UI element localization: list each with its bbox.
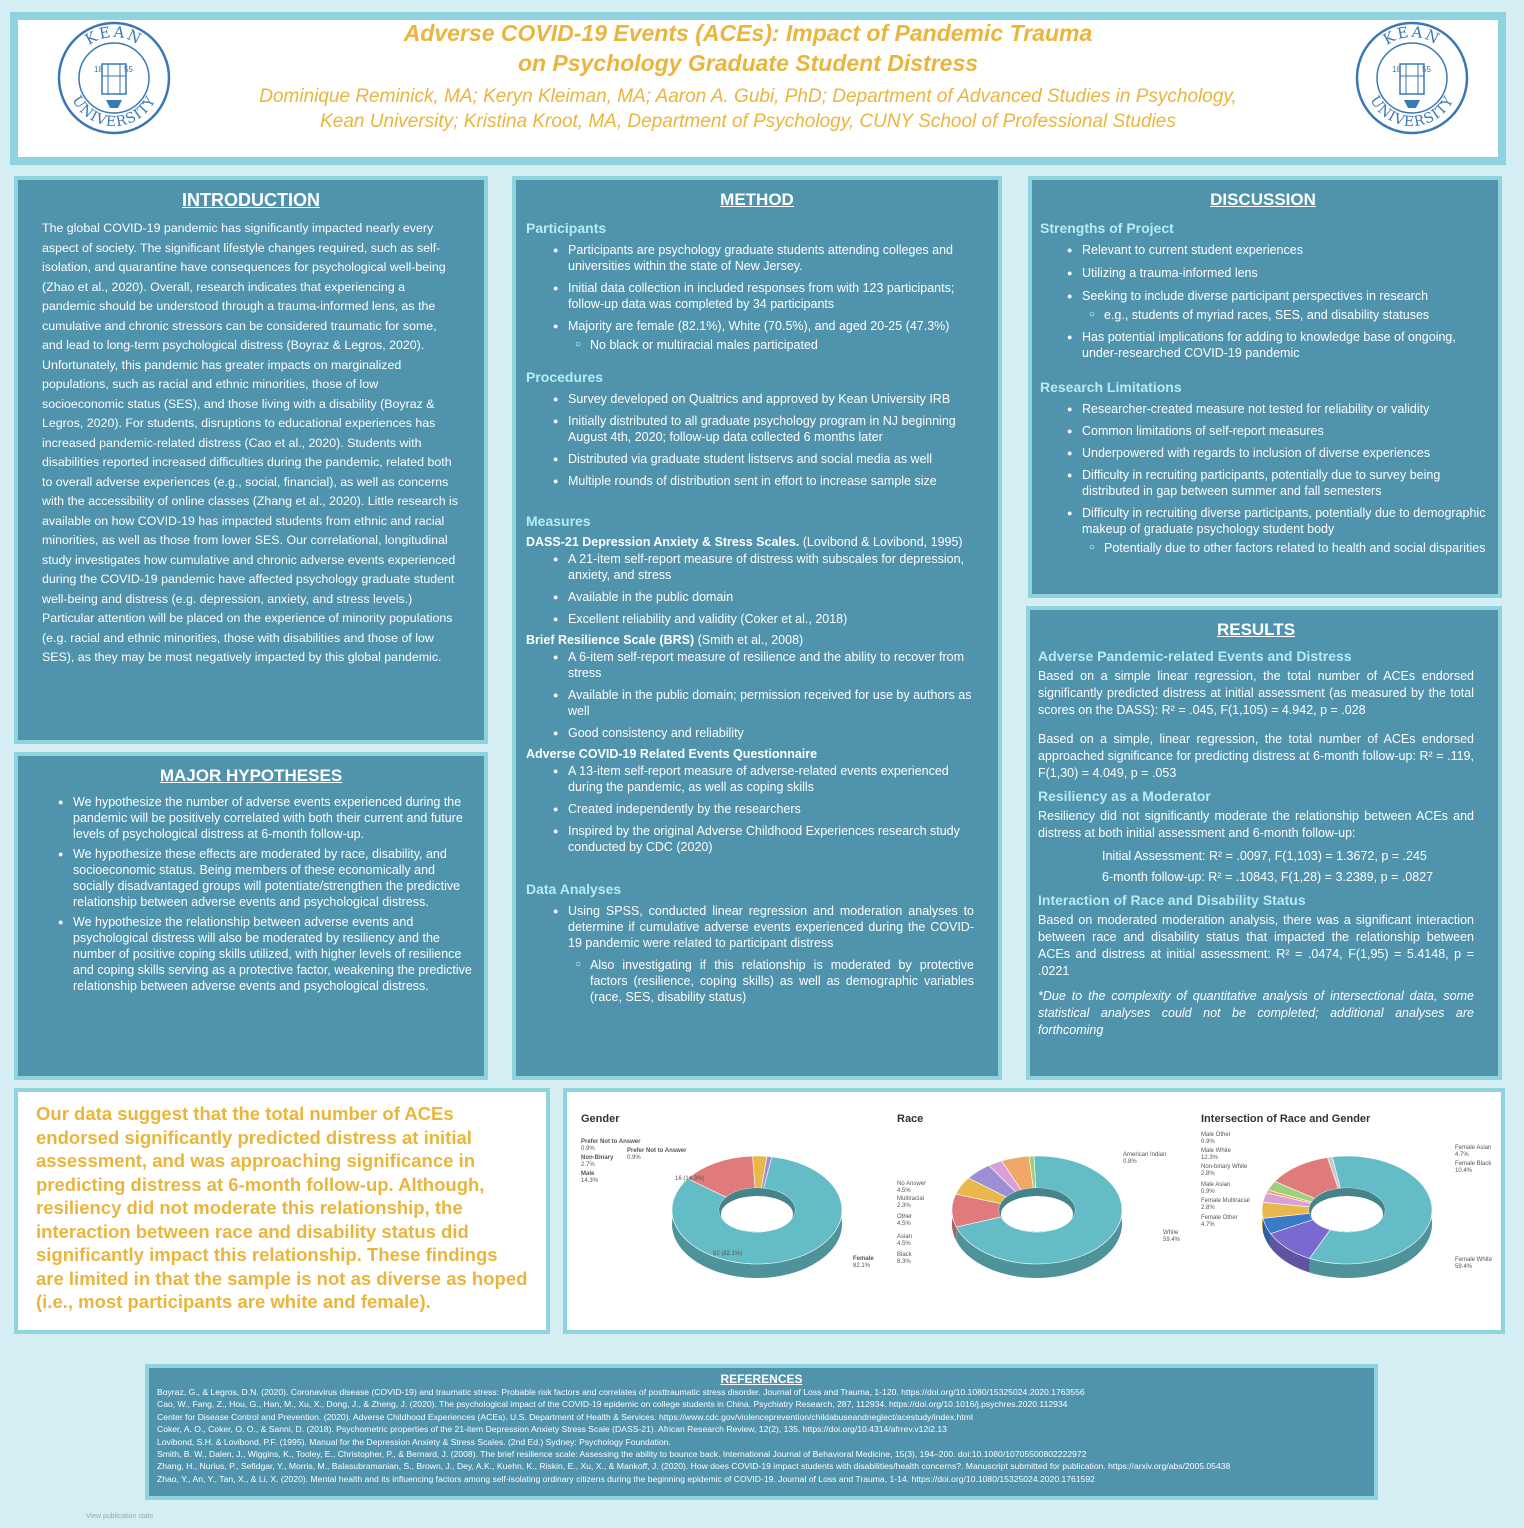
- participants-heading: Participants: [526, 220, 607, 236]
- analyses-subitem: ○ Also investigating if this relationship is moderated by protective factors (resilience, coping skills) as well as demographic variables (race, SES, disability status): [590, 957, 974, 1005]
- conclusion-box: Our data suggest that the total number of ACEs endorsed significantly predicted distress at initial assessment, and was approaching significance in predicting distress at 6-month follow-up. Although, resiliency did not moderate this relationship, the interaction between race and disability status did significantly impact this relationship. These findings are limited in that the sample is not as diverse as hoped (i.e., most participants are white and female).: [14, 1088, 550, 1334]
- legend-value: 2.3%: [897, 1203, 911, 1209]
- legend-label: Prefer Not to Answer: [581, 1139, 641, 1145]
- references-title: REFERENCES: [720, 1372, 803, 1386]
- slice-label: 92 (82.1%): [713, 1251, 743, 1257]
- legend-value: 8.3%: [897, 1259, 911, 1265]
- reference-item: Lovibond, S.H. & Lovibond, P.F. (1995). Manual for the Depression Anxiety & Stress Scales. (2nd Ed.) Sydney: Psychology Foundation.: [157, 1436, 671, 1447]
- brs-heading: Brief Resilience Scale (BRS) (Smith et al., 2008): [526, 633, 804, 647]
- legend-value: 4.7%: [1201, 1222, 1215, 1228]
- chart-title: Intersection of Race and Gender: [1201, 1113, 1371, 1125]
- limitations-subitem: ○ Potentially due to other factors related to health and social disparities: [1104, 540, 1490, 556]
- hypothesis-item-3: ● We hypothesize the relationship between adverse events and psychological distress will also be moderated by resiliency and the number of positive coping skills utilized, with higher levels of resilience and coping skills serving as a protective factor, weakening the predictive relationship between adverse events and psychological distress.: [73, 914, 476, 994]
- svg-text:18: 18: [1392, 65, 1401, 74]
- results-followup: 6-month follow-up: R² = .10843, F(1,28) = 3.2389, p = .0827: [1102, 870, 1434, 884]
- gender-chart: [581, 1113, 874, 1278]
- results-section-3-heading: Interaction of Race and Disability Status: [1038, 892, 1306, 908]
- procedures-item: ● Distributed via graduate student listservs and social media as well: [568, 451, 974, 467]
- reference-item: Boyraz, G., & Legros, D.N. (2020). Coronavirus disease (COVID-19) and traumatic stress: Probable risk factors and correlates of posttraumatic stress disorder. Journal of Loss and Trauma, 1-120. https://doi.org/10.1080/15325024.2020.1763556: [157, 1387, 1085, 1397]
- legend-value: 2.8%: [1201, 1205, 1215, 1211]
- strengths-item: ● Relevant to current student experiences: [1082, 242, 1490, 258]
- legend-value: 0.9%: [627, 1155, 641, 1161]
- questionnaire-item: ● Inspired by the original Adverse Childhood Experiences research study conducted by CDC (2020): [568, 823, 974, 855]
- legend-value: 4.7%: [1455, 1152, 1469, 1158]
- donut-hole-inner: [1311, 1196, 1383, 1232]
- method-title: METHOD: [720, 190, 794, 209]
- legend-label: Female Multiracial: [1201, 1198, 1250, 1204]
- dass-heading: DASS-21 Depression Anxiety & Stress Scales. (Lovibond & Lovibond, 1995): [526, 535, 963, 549]
- kean-university-logo-right: [1354, 20, 1470, 136]
- legend-label: Male: [581, 1171, 595, 1177]
- reference-item: Cao, W., Fang, Z., Hou, G., Han, M., Xu, X., Dong, J., & Zheng, J. (2020). The psychological impact of the COVID-19 epidemic on college students in China. Psychiatry Research, 287, 112934. https://doi.org/10.1016/j.psychres.2020.112934: [157, 1399, 1068, 1410]
- legend-label: Female White: [1455, 1257, 1493, 1263]
- svg-text:KEAN: KEAN: [1379, 22, 1444, 49]
- strengths-subitem: ○ e.g., students of myriad races, SES, and disability statuses: [1104, 307, 1490, 323]
- analyses-heading: Data Analyses: [526, 881, 622, 897]
- discussion-panel: [1028, 176, 1502, 598]
- participants-subitem: ○ No black or multiracial males participated: [590, 337, 974, 353]
- hypotheses-title: MAJOR HYPOTHESES: [159, 766, 343, 785]
- limitations-item: ● Common limitations of self-report measures: [1082, 423, 1490, 439]
- svg-text:55: 55: [124, 65, 133, 74]
- results-section-1-text-1: Based on a simple linear regression, the total number of ACEs endorsed significantly predicted distress at initial assessment (as measured by the total scores on the DASS): R² = .045, F(1,105) = 4.942, p = .028: [1038, 669, 1474, 717]
- legend-value: 2.7%: [581, 1162, 595, 1168]
- legend-label: Female: [853, 1256, 874, 1262]
- donut-hole-inner: [1001, 1196, 1073, 1232]
- legend-label: Non-Binary: [581, 1155, 614, 1161]
- svg-text:UNIVERSITY: UNIVERSITY: [68, 93, 160, 131]
- legend-label: American Indian: [1123, 1152, 1167, 1158]
- title-line-2: on Psychology Graduate Student Distress: [517, 50, 979, 76]
- legend-value: 4.5%: [897, 1188, 911, 1194]
- results-section-2-text: Resiliency did not significantly moderate the relationship between ACEs and distress at both initial assessment and 6-month follow-up:: [1038, 809, 1474, 840]
- race-chart: [897, 1113, 1181, 1278]
- authors-line-2: Kean University; Kristina Kroot, MA, Department of Psychology, CUNY School of Professional Studies: [320, 111, 1176, 132]
- dass-item: ● Available in the public domain: [568, 589, 974, 605]
- limitations-heading: Research Limitations: [1040, 379, 1182, 395]
- legend-label: White: [1163, 1230, 1179, 1236]
- strengths-heading: Strengths of Project: [1040, 220, 1174, 236]
- svg-text:KEAN: KEAN: [81, 22, 146, 49]
- results-initial-assessment: Initial Assessment: R² = .0097, F(1,103) = 1.3672, p = .245: [1102, 849, 1427, 863]
- charts-panel: [563, 1088, 1505, 1334]
- donut-hole-inner: [721, 1196, 793, 1232]
- legend-value: 4.5%: [897, 1241, 911, 1247]
- strengths-item: ● Seeking to include diverse participant perspectives in research: [1082, 288, 1490, 304]
- legend-label: Asian: [897, 1234, 913, 1240]
- slice-label: 16 (14.3%): [675, 1176, 705, 1182]
- references-panel: [145, 1364, 1378, 1500]
- hypothesis-item-2: ● We hypothesize these effects are moderated by race, disability, and socioeconomic status. Being members of these economically and socially disadvantaged groups will potentiate/strengthen the predictive relationship between adverse events and psychological distress.: [73, 846, 476, 910]
- reference-item: Coker, A. O., Coker, O. O., & Sanni, D. (2018). Psychometric properties of the 21-item Depression Anxiety Stress Scale (DASS-21). African Research Review, 12(2), 135. https://doi.org/10.4314/afrrev.v12i2.13: [157, 1424, 947, 1435]
- procedures-item: ● Initially distributed to all graduate psychology program in NJ beginning August 4th, 2020; follow-up data collected 6 months later: [568, 413, 974, 445]
- brs-item: ● Good consistency and reliability: [568, 725, 974, 741]
- svg-text:18: 18: [94, 65, 103, 74]
- questionnaire-item: ● Created independently by the researchers: [568, 801, 974, 817]
- legend-label: Multiracial: [897, 1196, 925, 1202]
- hypothesis-item-1: ● We hypothesize the number of adverse events experienced during the pandemic will be positively correlated with both their current and future levels of psychological distress at 6-month follow-up.: [73, 794, 476, 842]
- legend-label: Other: [897, 1214, 913, 1220]
- svg-text:UNIVERSITY: UNIVERSITY: [1366, 93, 1458, 131]
- discussion-title: DISCUSSION: [1210, 190, 1316, 209]
- legend-value: 2.8%: [1201, 1171, 1215, 1177]
- legend-value: 14.3%: [581, 1178, 599, 1184]
- questionnaire-heading: Adverse COVID-19 Related Events Questionnaire: [526, 747, 818, 761]
- legend-label: Male White: [1201, 1148, 1232, 1154]
- results-panel: [1026, 606, 1502, 1080]
- legend-value: 4.5%: [897, 1221, 911, 1227]
- legend-label: Black: [897, 1252, 912, 1258]
- legend-label: Female Black: [1455, 1161, 1492, 1167]
- poster-title: [180, 18, 1316, 78]
- participants-item: ● Initial data collection in included responses from with 123 participants; follow-up data was completed by 34 participants: [568, 280, 974, 312]
- participants-item: ● Majority are female (82.1%), White (70.5%), and aged 20-25 (47.3%): [568, 318, 974, 334]
- kean-university-logo-left: [56, 20, 172, 136]
- legend-label: Male Asian: [1201, 1182, 1231, 1188]
- legend-value: 59.4%: [1455, 1264, 1473, 1270]
- limitations-item: ● Underpowered with regards to inclusion of diverse experiences: [1082, 445, 1490, 461]
- questionnaire-item: ● A 13-item self-report measure of adverse-related events experienced during the pandemic, as well as coping skills: [568, 763, 974, 795]
- results-note: *Due to the complexity of quantitative analysis of intersectional data, some statistical analyses could not be completed; additional analyses are forthcoming: [1038, 989, 1474, 1037]
- participants-item: ● Participants are psychology graduate students attending colleges and universities within the state of New Jersey.: [568, 242, 974, 274]
- legend-value: 59.4%: [1163, 1237, 1181, 1243]
- reference-item: Zhang, H., Nurius, P., Sefidgar, Y., Morris, M., Balasubramanian, S., Brown, J., Dey, A.K., Kuehn, K., Riskin, E., Xu, X., & Mankoff, J. (2020). How does COVID-19 impact students with disabilities/health concerns?. Manuscript submitted for publication. https://arxiv.org/abs/2005.05438: [157, 1461, 1231, 1472]
- measures-heading: Measures: [526, 513, 591, 529]
- legend-label: Female Asian: [1455, 1145, 1492, 1151]
- dass-item: ● A 21-item self-report measure of distress with subscales for depression, anxiety, and stress: [568, 551, 974, 583]
- legend-value: 82.1%: [853, 1263, 871, 1269]
- results-section-1-heading: Adverse Pandemic-related Events and Distress: [1038, 648, 1352, 664]
- legend-label: Prefer Not to Answer: [627, 1148, 687, 1154]
- method-panel: [512, 176, 1002, 1080]
- results-section-3-text: Based on moderated moderation analysis, there was a significant interaction between race and disability status that impacted the relationship between ACEs and distress at initial assessment: R² = .0474, F(1,95) = 5.4148, p = .0221: [1038, 913, 1474, 978]
- legend-value: 0.9%: [1201, 1139, 1215, 1145]
- brs-item: ● A 6-item self-report measure of resilience and the ability to recover from stress: [568, 649, 974, 681]
- limitations-item: ● Difficulty in recruiting diverse participants, potentially due to demographic makeup of graduate psychology student body: [1082, 505, 1490, 537]
- view-publication-stats-link[interactable]: View publication stats: [86, 1513, 154, 1520]
- introduction-text: The global COVID-19 pandemic has significantly impacted nearly every aspect of society. The significant lifestyle changes required, such as self-isolation, and quarantine have consequences for psychological well-being (Zhao et al., 2020). Overall, research indicates that experiencing a pandemic should be understood through a trauma-informed lens, as the cumulative and chronic stressors can be considered traumatic for some, and lead to long-term psychological distress (Boyraz & Legros, 2020). Unfortunately, this pandemic has greater impacts on marginalized populations, such as racial and ethnic minorities, those of low socioeconomic status (SES), and those living with a disability (Boyraz & Legros, 2020). For students, disruptions to educational experiences has increased pandemic-related distress (Cao et al., 2020). Students with disabilities reported increased difficulties during the pandemic, related both to overall adverse experiences (e.g., social, financial), as well as concerns with the accessibility of online classes (Zhang et al., 2020). Little research is available on how COVID-19 has impacted students from ethnic and racial minorities, as well as those from lower SES. Our correlational, longitudinal study investigates how cumulative and chronic adverse events experienced during the COVID-19 pandemic have affected psychology graduate student well-being and distress (e.g. depression, anxiety, and stress levels.) Particular attention will be placed on the experience of minority populations (e.g. racial and ethnic minorities, those with disabilities and those of low SES), as they may be most negatively impacted by this global pandemic.: [42, 221, 458, 664]
- reference-item: Center for Disease Control and Prevention. (2020). Adverse Childhood Experiences (ACEs). U.S. Department of Health & Services. https://www.cdc.gov/violenceprevention/childabuseandneglect/acestudy/index.html: [157, 1411, 973, 1422]
- procedures-item: ● Survey developed on Qualtrics and approved by Kean University IRB: [568, 391, 974, 407]
- introduction-panel: [14, 176, 488, 744]
- demographic-charts: [567, 1092, 1501, 1330]
- svg-text:55: 55: [1422, 65, 1431, 74]
- hypotheses-panel: [14, 752, 488, 1080]
- title-line-1: Adverse COVID-19 Events (ACEs): Impact of Pandemic Trauma: [403, 20, 1093, 46]
- procedures-item: ● Multiple rounds of distribution sent in effort to increase sample size: [568, 473, 974, 489]
- limitations-item: ● Researcher-created measure not tested for reliability or validity: [1082, 401, 1490, 417]
- brs-item: ● Available in the public domain; permission received for use by authors as well: [568, 687, 974, 719]
- legend-label: No Answer: [897, 1181, 927, 1187]
- strengths-item: ● Utilizing a trauma-informed lens: [1082, 265, 1490, 281]
- results-title: RESULTS: [1216, 620, 1296, 639]
- legend-value: 0.9%: [581, 1146, 595, 1152]
- legend-value: 12.3%: [1201, 1155, 1219, 1161]
- legend-label: Female Other: [1201, 1215, 1238, 1221]
- poster-authors: [180, 84, 1316, 134]
- strengths-item: ● Has potential implications for adding to knowledge base of ongoing, under-researched COVID-19 pandemic: [1082, 329, 1490, 361]
- legend-value: 10.4%: [1455, 1168, 1473, 1174]
- introduction-title: INTRODUCTION: [182, 190, 320, 210]
- intersection-chart: [1201, 1113, 1493, 1278]
- reference-item: Zhao, Y., An, Y., Tan, X., & Li, X. (2020). Mental health and its influencing factors among self-isolating ordinary citizens during the beginning epidemic of COVID-19. Journal of Loss and Trauma, 1-14. https://doi.org/10.1080/15325024.2020.1761592: [157, 1473, 1095, 1484]
- results-section-1-text-2: Based on a simple, linear regression, the total number of ACEs endorsed approached significance for predicting distress at 6-month follow-up: R² = .119, F(1,30) = 4.049, p = .053: [1038, 732, 1474, 780]
- dass-item: ● Excellent reliability and validity (Coker et al., 2018): [568, 611, 974, 627]
- legend-value: 0.8%: [1123, 1159, 1137, 1165]
- limitations-item: ● Difficulty in recruiting participants, potentially due to survey being distributed in gap between summer and fall semesters: [1082, 467, 1490, 499]
- chart-title: Gender: [581, 1113, 620, 1125]
- legend-label: Male Other: [1201, 1132, 1231, 1138]
- legend-value: 0.9%: [1201, 1189, 1215, 1195]
- reference-item: Smith, B. W., Dalen, J., Wiggins, K., Tooley, E., Christopher, P., & Bernard, J. (2008). The brief resilience scale: Assessing the ability to bounce back. International Journal of Behavioral Medicine, 15(3), 194–200. doi:10.1080/10705500802222972: [157, 1449, 1087, 1460]
- legend-label: Non-binary White: [1201, 1164, 1248, 1170]
- analyses-item: ● Using SPSS, conducted linear regression and moderation analyses to determine if cumulative adverse events experienced during the COVID-19 pandemic were related to participant distress: [568, 903, 974, 951]
- results-section-2-heading: Resiliency as a Moderator: [1038, 788, 1211, 804]
- procedures-heading: Procedures: [526, 369, 604, 385]
- authors-line-1: Dominique Reminick, MA; Keryn Kleiman, MA; Aaron A. Gubi, PhD; Department of Advanced Studies in Psychology,: [259, 86, 1237, 107]
- chart-title: Race: [897, 1113, 924, 1125]
